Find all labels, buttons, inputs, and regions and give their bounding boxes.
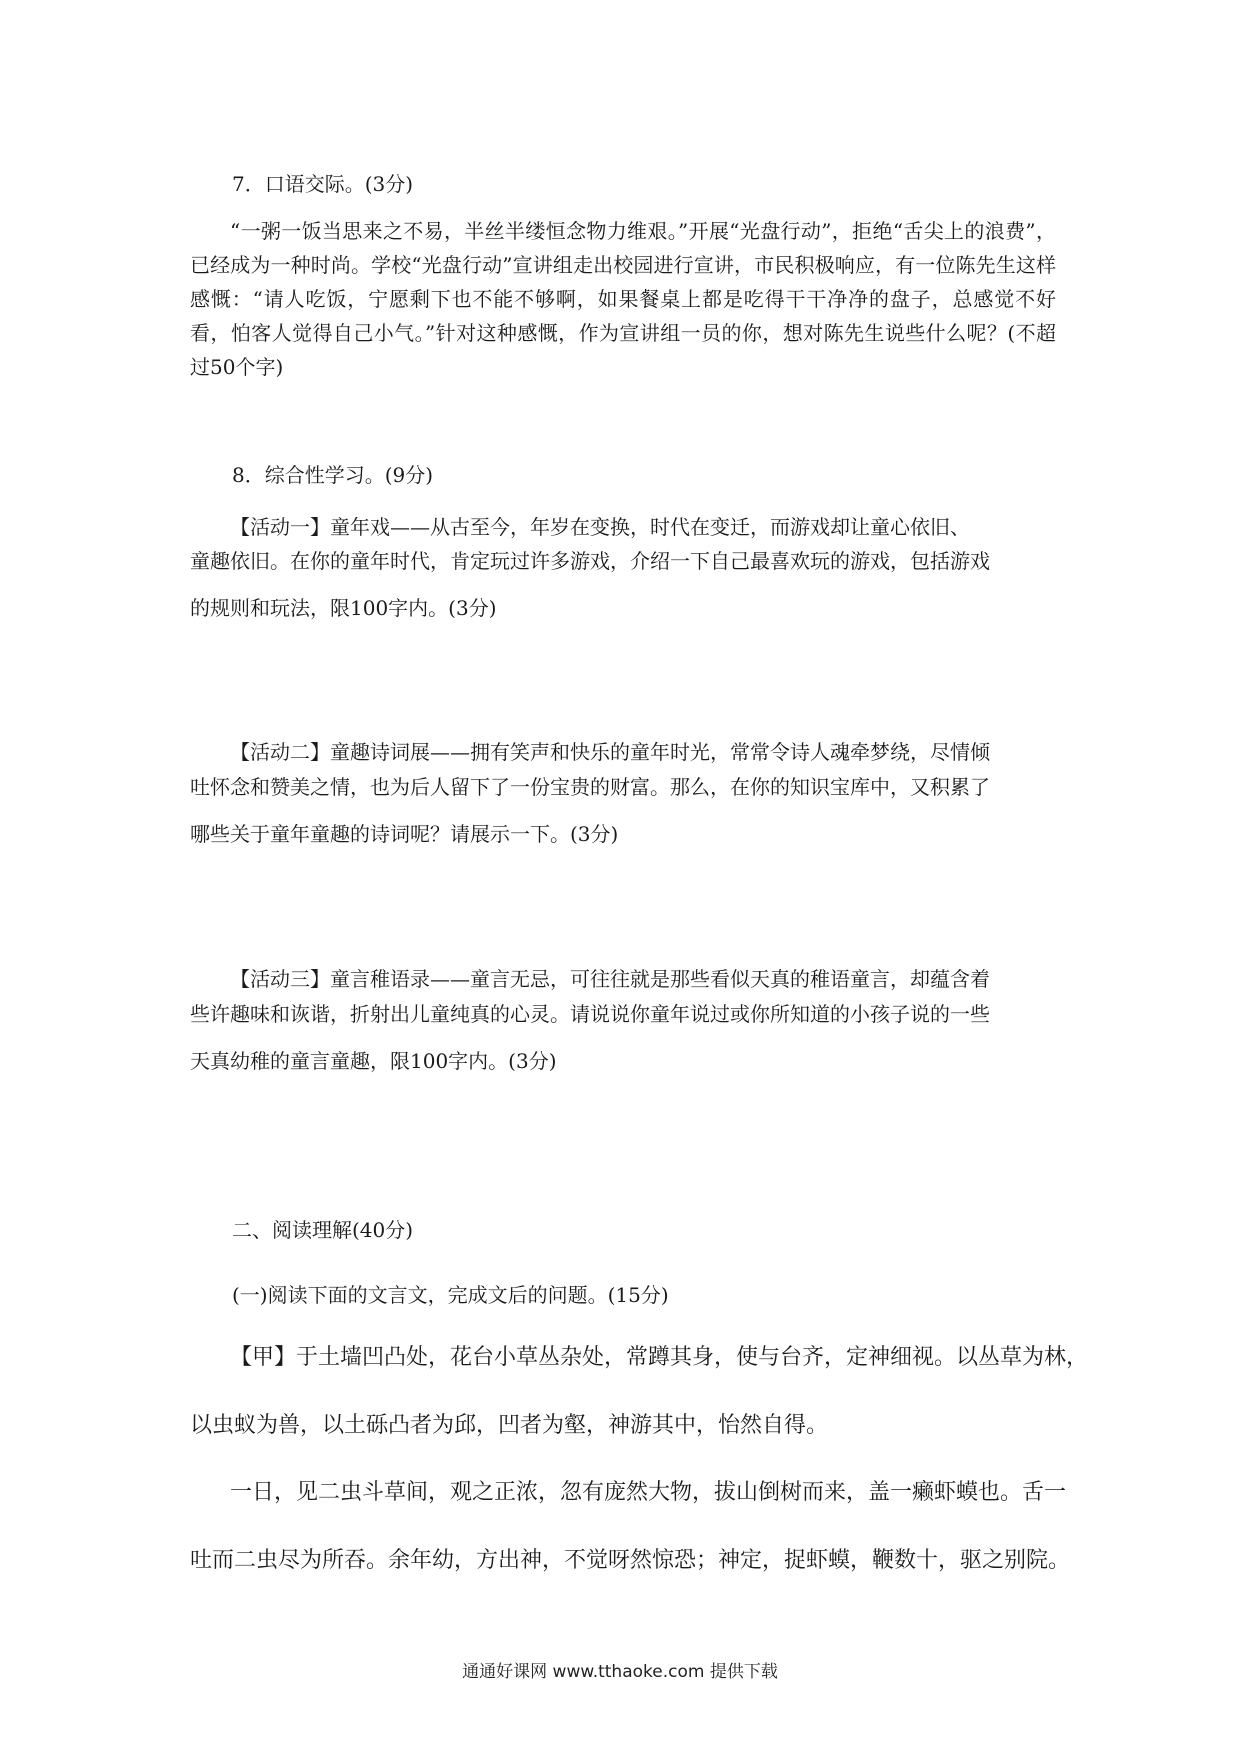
question-7-text: “一粥一饭当思来之不易，半丝半缕恒念物力维艰。”开展“光盘行动”，拒绝“舌尖上的浪费”，已经成为一种时尚。学校“光盘行动”宣讲组走出校园进行宣讲，市民积极响应，有一位陈先生这样感慨：“请人吃饭，宁愿剩下也不能不够啊，如果餐桌上都是吃得干干净净的盘子，总感觉不好看，怕客人觉得自己小气。”针对这种感慨，作为宣讲组一员的你，想对陈先生说些什么呢？(不超过50个字) xyxy=(190,219,1056,379)
section-2-subtitle: (一)阅读下面的文言文，完成文后的问题。(15分) xyxy=(232,1283,669,1307)
activity-3-line-1: 【活动三】童言稚语录——童言无忌，可往往就是那些看似天真的稚语童言，却蕴含着 xyxy=(230,967,990,991)
activity-1-line-3: 的规则和玩法，限100字内。(3分) xyxy=(190,596,497,620)
question-8-title: 8．综合性学习。(9分) xyxy=(232,463,434,487)
activity-2-line-1: 【活动二】童趣诗词展——拥有笑声和快乐的童年时光，常常令诗人魂牵梦绕，尽情倾 xyxy=(230,740,990,764)
question-7-title: 7．口语交际。(3分) xyxy=(232,172,414,196)
activity-1-line-2: 童趣依旧。在你的童年时代，肯定玩过许多游戏，介绍一下自己最喜欢玩的游戏，包括游戏 xyxy=(190,549,990,573)
classical-text-line-2: 以虫蚁为兽，以土砾凸者为邱，凹者为壑，神游其中，怡然自得。 xyxy=(190,1413,829,1438)
classical-text-line-3: 一日，见二虫斗草间，观之正浓，忽有庞然大物，拔山倒树而来，盖一癞虾蟆也。舌一 xyxy=(230,1480,1067,1505)
classical-text-line-4: 吐而二虫尽为所吞。余年幼，方出神，不觉呀然惊恐；神定，捉虾蟆，鞭数十，驱之别院。 xyxy=(190,1548,1071,1573)
question-7-paragraph xyxy=(190,214,1056,384)
activity-2-line-2: 吐怀念和赞美之情，也为后人留下了一份宝贵的财富。那么，在你的知识宝库中，又积累了 xyxy=(190,775,990,799)
activity-2-line-3: 哪些关于童年童趣的诗词呢？请展示一下。(3分) xyxy=(190,822,619,846)
activity-1-line-1: 【活动一】童年戏——从古至今，年岁在变换，时代在变迁，而游戏却让童心依旧、 xyxy=(230,515,970,539)
section-2-title: 二、阅读理解(40分) xyxy=(232,1218,414,1242)
page-footer: 通通好课网 www.tthaoke.com 提供下载 xyxy=(462,1662,778,1682)
activity-3-line-2: 些许趣味和诙谐，折射出儿童纯真的心灵。请说说你童年说过或你所知道的小孩子说的一些 xyxy=(190,1002,990,1026)
classical-text-line-1: 【甲】于土墙凹凸处，花台小草丛杂处，常蹲其身，使与台齐，定神细视。以丛草为林， xyxy=(230,1345,1089,1370)
activity-3-line-3: 天真幼稚的童言童趣，限100字内。(3分) xyxy=(190,1049,557,1073)
